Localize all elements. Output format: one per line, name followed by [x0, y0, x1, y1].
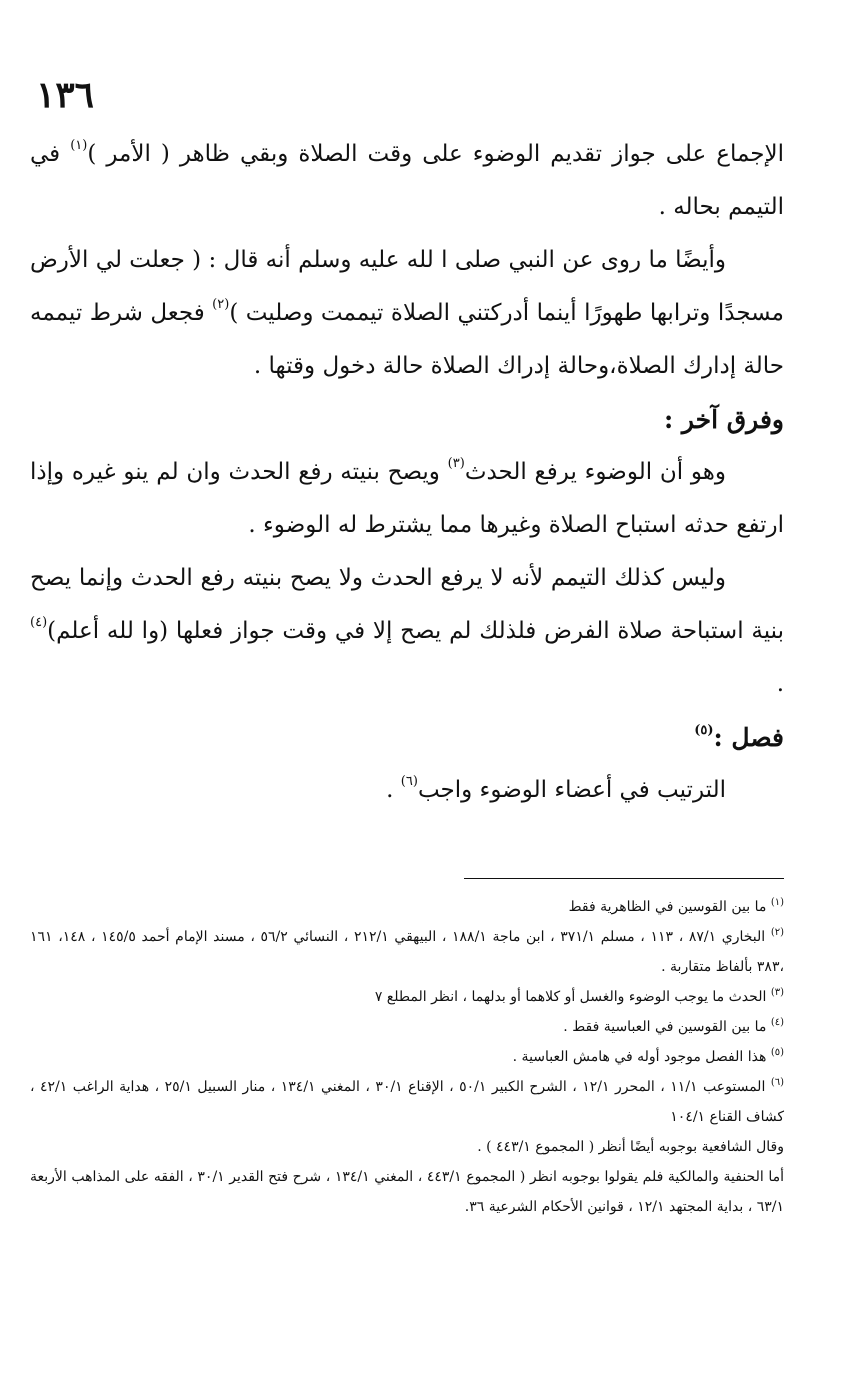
footnote [30, 982, 784, 1012]
footnote-number: (٦) [770, 1077, 785, 1088]
paragraph-text: وهو أن الوضوء يرفع الحدث [464, 459, 727, 485]
footnote-number: (٣) [770, 987, 784, 998]
footnote [30, 1072, 784, 1132]
footnote-number: (١) [770, 897, 784, 908]
section-heading [30, 393, 784, 446]
footnote-text: الحدث ما يوجب الوضوء والغسل أو كلاهما أو بدلهما ، انظر المطلع ٧ [374, 989, 771, 1005]
paragraph [30, 234, 784, 393]
footnote [30, 892, 784, 922]
section-heading [30, 711, 784, 764]
paragraph-text: وأيضًا ما روى عن النبي صلى ا لله عليه وسلم أنه قال : ( جعلت لي الأرض مسجدًا وترابها طهورًا أينما أدركتني الصلاة تيممت وصليت ) [30, 247, 784, 326]
page-number: ١٣٦ [36, 74, 95, 116]
footnote [30, 1042, 784, 1072]
footnote-text: البخاري ٨٧/١ ، ١١٣ ، مسلم ٣٧١/١ ، ابن ماجة ١٨٨/١ ، البيهقي ٢١٢/١ ، النسائي ٥٦/٢ ، مسند الإمام أحمد ١٤٥/٥ ، ١٤٨، ١٦١ ،٣٨٣ بألفاظ متقاربة . [30, 929, 784, 975]
paragraph-text: فجعل شرط تيممه حالة إدارك الصلاة،وحالة إدراك الصلاة حالة دخول وقتها . [30, 300, 784, 379]
paragraph [30, 446, 784, 552]
footnote [30, 1012, 784, 1042]
paragraph-text: الترتيب في أعضاء الوضوء واجب [417, 777, 726, 803]
paragraph-text: . [386, 777, 401, 803]
footnote-separator [464, 878, 784, 879]
footnote-text: وقال الشافعية بوجوبه أيضًا أنظر ( المجموع ٤٤٣/١ ) . [477, 1139, 784, 1155]
footnote-number: (٢) [770, 927, 785, 938]
footnote-continuation [30, 1162, 784, 1222]
footnote-continuation [30, 1132, 784, 1162]
heading-text: فصل : [713, 723, 784, 752]
footnote-text: أما الحنفية والمالكية فلم يقولوا بوجوبه انظر ( المجموع ٤٤٣/١ ، المغني ١٣٤/١ ، شرح فتح القدير ٣٠/١ ، الفقه على المذاهب الأربعة ٦٣/١ ، بداية المجتهد ١٢/١ ، قوانين الأحكام الشرعية ٣٦. [30, 1169, 784, 1215]
footnote-number: (٤) [770, 1017, 784, 1028]
footnote-marker: (١) [70, 138, 88, 153]
footnotes [30, 892, 784, 1222]
footnote-text: هذا الفصل موجود أوله في هامش العباسية . [512, 1049, 771, 1065]
heading-text: وفرق آخر : [663, 405, 784, 434]
footnote-marker: (٤) [30, 615, 48, 630]
paragraph-text: ويصح بنيته رفع الحدث وان لم ينو غيره وإذا ارتفع حدثه استباح الصلاة وغيرها مما يشترط له الوضوء . [30, 459, 784, 538]
main-text [30, 128, 784, 817]
paragraph-text: في التيمم بحاله . [30, 141, 784, 220]
paragraph [30, 128, 784, 234]
footnote-marker: (٢) [212, 297, 230, 312]
paragraph-text: . [776, 671, 784, 697]
paragraph [30, 552, 784, 711]
footnote-marker: (٥) [694, 723, 714, 738]
paragraph [30, 764, 784, 817]
footnote-text: ما بين القوسين في العباسية فقط . [563, 1019, 771, 1035]
paragraph-text: وليس كذلك التيمم لأنه لا يرفع الحدث ولا يصح بنيته رفع الحدث وإنما يصح بنية استباحة صلاة الفرض فلذلك لم يصح إلا في وقت جواز فعلها (وا لله أعلم) [30, 565, 784, 644]
footnote-text: المستوعب ١١/١ ، المحرر ١٢/١ ، الشرح الكبير ٥٠/١ ، الإقناع ٣٠/١ ، المغني ١٣٤/١ ، منار السبيل ٢٥/١ ، هداية الراغب ٤٢/١ ، كشاف القناع ١٠٤/١ [30, 1079, 784, 1125]
footnote-number: (٥) [770, 1047, 784, 1058]
footnote-marker: (٣) [447, 456, 465, 471]
paragraph-text: الإجماع على جواز تقديم الوضوء على وقت الصلاة وبقي ظاهر ( الأمر ) [87, 141, 784, 167]
footnote-text: ما بين القوسين في الظاهرية فقط [568, 899, 771, 915]
footnote [30, 922, 784, 982]
footnote-marker: (٦) [400, 774, 418, 789]
